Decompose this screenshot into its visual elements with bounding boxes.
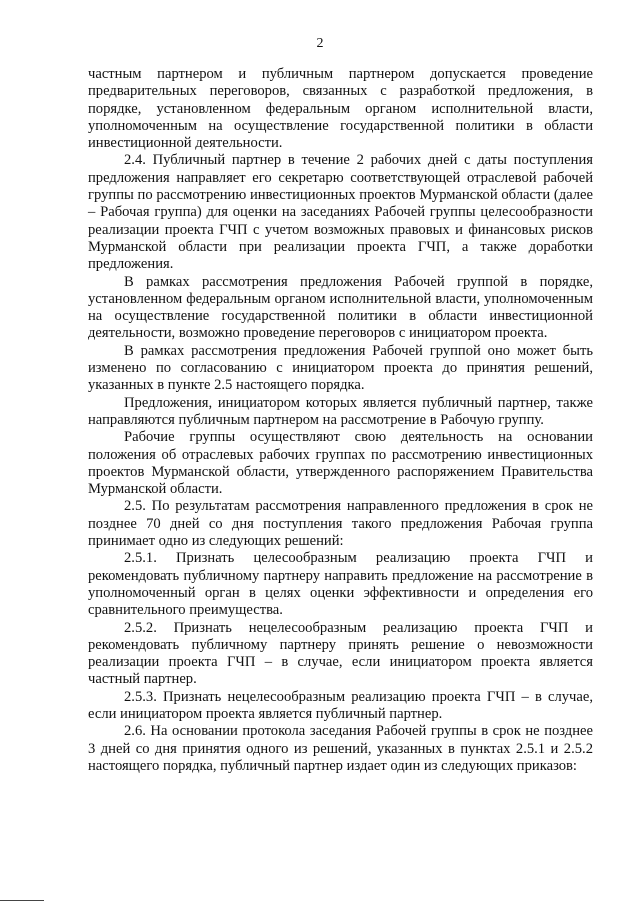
paragraph-negotiations: В рамках рассмотрения предложения Рабочей группой в порядке, установленном федеральным органом исполнительной власти, уполномоченным на осуществление государственной политики в области инвестиционной деятельности, возможно проведение переговоров с инициатором проекта. — [88, 273, 593, 342]
paragraph-2-6: 2.6. На основании протокола заседания Рабочей группы в срок не позднее 3 дней со дня принятия одного из решений, указанных в пунктах 2.5.1 и 2.5.2 настоящего порядка, публичный партнер издает один из следующих приказов: — [88, 723, 593, 774]
paragraph-working-groups: Рабочие группы осуществляют свою деятельность на основании положения об отраслевых рабочих группах по рассмотрению инвестиционных проектов Мурманской области, утвержденного распоряжением Правительства Мурманской области. — [88, 429, 593, 498]
page-number: 2 — [316, 36, 324, 51]
paragraph-2-5-2: 2.5.2. Признать нецелесообразным реализацию проекта ГЧП и рекомендовать публичному партнеру принять решение о невозможности реализации проекта ГЧП – в случае, если инициатором проекта является частный партнер. — [88, 619, 593, 688]
paragraph-1: частным партнером и публичным партнером допускается проведение предварительных переговоров, связанных с разработкой предложения, в порядке, установленном федеральным органом исполнительной власти, уполномоченным на осуществление государственной политики в области инвестиционной деятельности. — [88, 66, 593, 152]
paragraph-public-partner-proposals: Предложения, инициатором которых является публичный партнер, также направляются публичным партнером на рассмотрение в Рабочую группу. — [88, 394, 593, 428]
document-body — [88, 66, 593, 775]
paragraph-2-5-3: 2.5.3. Признать нецелесообразным реализацию проекта ГЧП – в случае, если инициатором проекта является публичный партнер. — [88, 688, 593, 722]
footer-rule — [0, 900, 44, 901]
paragraph-2-4: 2.4. Публичный партнер в течение 2 рабочих дней с даты поступления предложения направляет его секретарю соответствующей отраслевой рабочей группы по рассмотрению инвестиционных проектов Мурманской области (далее – Рабочая группа) для оценки на заседаниях Рабочей группы целесообразности реализации проекта ГЧП с учетом возможных правовых и финансовых рисков Мурманской области при реализации проекта ГЧП, а также доработки предложения. — [88, 152, 593, 273]
paragraph-2-5: 2.5. По результатам рассмотрения направленного предложения в срок не позднее 70 дней со дня поступления такого предложения Рабочая группа принимает одно из следующих решений: — [88, 498, 593, 550]
paragraph-2-5-1: 2.5.1. Признать целесообразным реализацию проекта ГЧП и рекомендовать публичному партнеру направить предложение на рассмотрение в уполномоченный орган в целях оценки эффективности и определения его сравнительного преимущества. — [88, 550, 593, 619]
paragraph-modification: В рамках рассмотрения предложения Рабочей группой оно может быть изменено по согласованию с инициатором проекта до принятия решений, указанных в пункте 2.5 настоящего порядка. — [88, 342, 593, 394]
